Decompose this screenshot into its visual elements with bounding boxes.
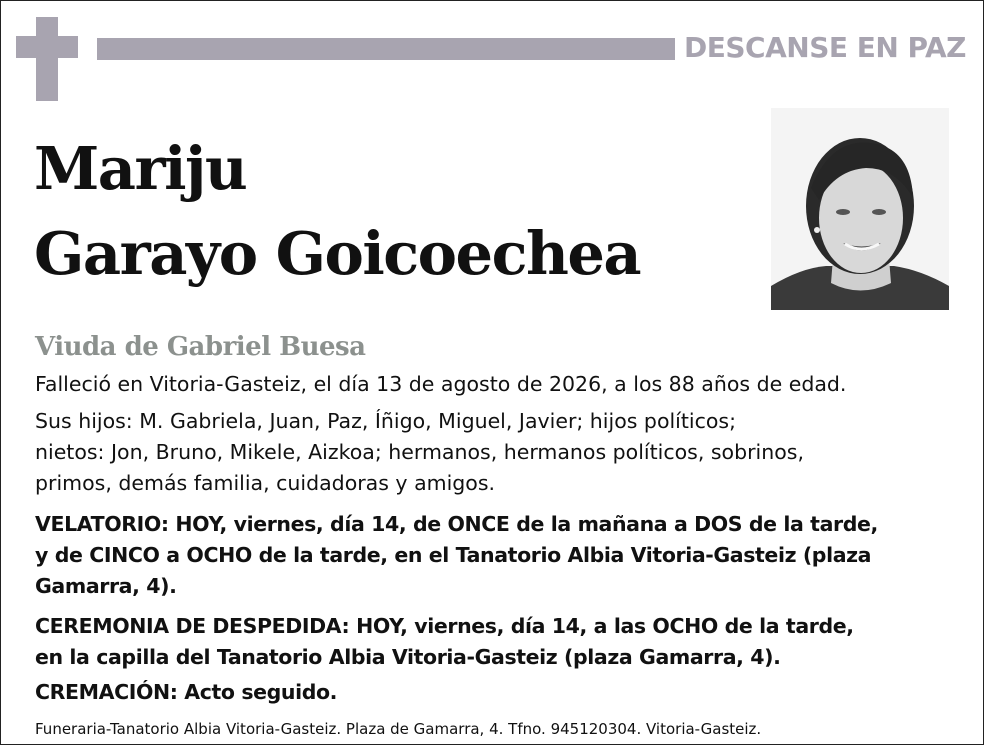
wake-line: VELATORIO: HOY, viernes, día 14, de ONCE de la mañana a DOS de la tarde, bbox=[35, 512, 878, 536]
surnames: Garayo Goicoechea bbox=[34, 219, 641, 288]
header-band bbox=[97, 38, 675, 60]
ceremony-info bbox=[35, 611, 965, 673]
first-name: Mariju bbox=[34, 134, 247, 203]
ceremony-line: CEREMONIA DE DESPEDIDA: HOY, viernes, día 14, a las OCHO de la tarde, bbox=[35, 614, 854, 638]
death-notice: Falleció en Vitoria-Gasteiz, el día 13 de agosto de 2026, a los 88 años de edad. bbox=[35, 372, 847, 396]
cross-icon-horizontal bbox=[16, 36, 78, 58]
family-line: primos, demás familia, cuidadoras y amigos. bbox=[35, 471, 496, 495]
ceremony-line: en la capilla del Tanatorio Albia Vitoria-Gasteiz (plaza Gamarra, 4). bbox=[35, 645, 781, 669]
cross-icon-vertical bbox=[36, 17, 58, 101]
funeral-home-footer: Funeraria-Tanatorio Albia Vitoria-Gasteiz. Plaza de Gamarra, 4. Tfno. 945120304. Vitoria-Gasteiz. bbox=[35, 720, 762, 738]
family-list bbox=[35, 406, 965, 499]
cremation-info: CREMACIÓN: Acto seguido. bbox=[35, 680, 338, 704]
family-line: Sus hijos: M. Gabriela, Juan, Paz, Íñigo, Miguel, Javier; hijos políticos; bbox=[35, 409, 737, 433]
family-line: nietos: Jon, Bruno, Mikele, Aizkoa; hermanos, hermanos políticos, sobrinos, bbox=[35, 440, 804, 464]
rip-label: DESCANSE EN PAZ bbox=[684, 31, 966, 64]
wake-info bbox=[35, 509, 965, 602]
portrait-photo bbox=[771, 108, 949, 310]
portrait-illustration bbox=[771, 108, 949, 310]
widow-of: Viuda de Gabriel Buesa bbox=[35, 332, 366, 362]
wake-line: y de CINCO a OCHO de la tarde, en el Tanatorio Albia Vitoria-Gasteiz (plaza bbox=[35, 543, 872, 567]
wake-line: Gamarra, 4). bbox=[35, 574, 177, 598]
